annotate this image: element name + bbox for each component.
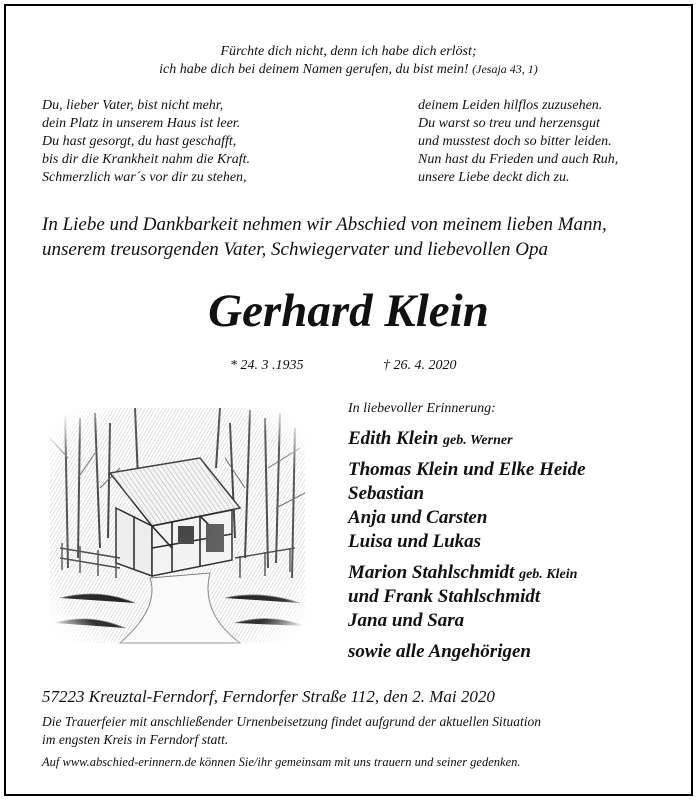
- death-date: † 26. 4. 2020: [383, 358, 457, 373]
- ceremony-line-1: Die Trauerfeier mit anschließender Urnenbeisetzung findet aufgrund der aktuellen Situation: [42, 714, 542, 729]
- verse-line-2: [0, 62, 697, 78]
- family-member-note: geb. Klein: [519, 567, 578, 582]
- family-member: [348, 562, 577, 584]
- family-member: Luisa und Lukas: [348, 531, 482, 552]
- intro-line-2: unserem treusorgenden Vater, Schwiegervater und liebevollen Opa: [42, 239, 549, 260]
- family-member: Sebastian: [348, 483, 425, 504]
- address-date: 57223 Kreuztal-Ferndorf, Ferndorfer Straße 112, den 2. Mai 2020: [42, 687, 495, 706]
- birth-date: * 24. 3 .1935: [230, 358, 304, 373]
- family-member: Jana und Sara: [348, 610, 465, 631]
- verse-line-1: Fürchte dich nicht, denn ich habe dich erlöst;: [220, 44, 477, 59]
- forest-hut-illustration: [40, 398, 315, 656]
- poem-right-line: Du warst so treu und herzensgut: [418, 116, 600, 131]
- poem-right-line: Nun hast du Frieden und auch Ruh,: [418, 152, 619, 167]
- poem-left-line: dein Platz in unserem Haus ist leer.: [42, 116, 241, 131]
- family-member-name: Edith Klein: [348, 428, 439, 449]
- verse-reference: (Jesaja 43, 1): [472, 62, 538, 76]
- family-all-relatives: sowie alle Angehörigen: [348, 641, 531, 662]
- family-member: [348, 428, 513, 450]
- poem-right-line: deinem Leiden hilflos zuzusehen.: [418, 98, 603, 113]
- poem-left-line: bis dir die Krankheit nahm die Kraft.: [42, 152, 251, 167]
- family-member: Thomas Klein und Elke Heide: [348, 459, 586, 480]
- family-heading: In liebevoller Erinnerung:: [348, 401, 496, 416]
- family-member-note: geb. Werner: [443, 433, 513, 448]
- deceased-name: Gerhard Klein: [208, 285, 489, 337]
- family-member: Anja und Carsten: [348, 507, 488, 528]
- poem-left-line: Schmerzlich war´s vor dir zu stehen,: [42, 170, 247, 185]
- poem-right-line: und musstest doch so bitter leiden.: [418, 134, 612, 149]
- poem-left-line: Du hast gesorgt, du hast geschafft,: [42, 134, 237, 149]
- intro-line-1: In Liebe und Dankbarkeit nehmen wir Abschied von meinem lieben Mann,: [42, 214, 607, 235]
- ceremony-line-2: im engsten Kreis in Ferndorf statt.: [42, 732, 229, 747]
- poem-left-line: Du, lieber Vater, bist nicht mehr,: [42, 98, 224, 113]
- online-condolence: Auf www.abschied-erinnern.de können Sie/ihr gemeinsam mit uns trauern und seiner gedenken.: [42, 755, 521, 769]
- poem-right-line: unsere Liebe deckt dich zu.: [418, 170, 570, 185]
- family-member-name: Marion Stahlschmidt: [348, 562, 515, 583]
- verse-text: ich habe dich bei deinem Namen gerufen, du bist mein!: [159, 62, 469, 77]
- family-member: und Frank Stahlschmidt: [348, 586, 541, 607]
